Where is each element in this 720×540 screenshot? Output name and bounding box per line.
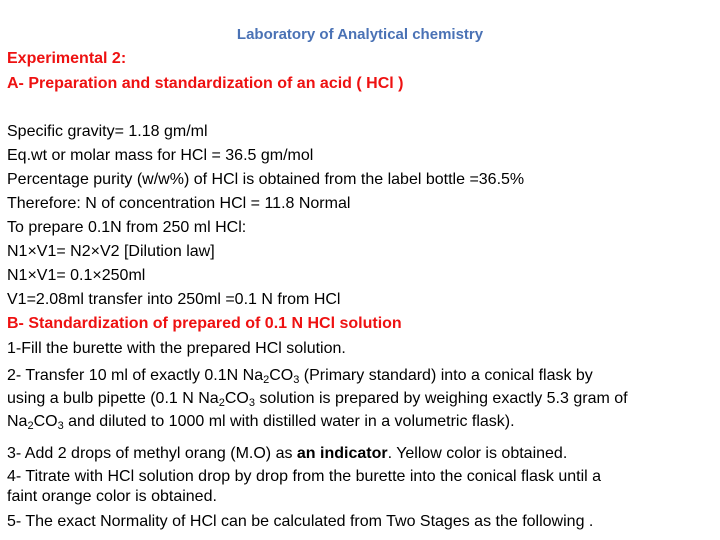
step-3-bold-text: an indicator (296, 445, 388, 462)
step-5: 5- The exact Normality of HCl can be calculated from Two Stages as the following . (7, 513, 594, 530)
step-2-text: Na (7, 413, 28, 430)
step-2-text: and diluted to 1000 ml with distilled water in a volumetric flask). (63, 413, 515, 430)
section-b-heading: B- Standardization of prepared of 0.1 N HCl solution (7, 315, 402, 332)
info-purity: Percentage purity (w/w%) of HCl is obtained from the label bottle =36.5% (7, 171, 525, 188)
step-2-text: (Primary standard) into a conical flask by (299, 367, 593, 384)
page-title: Laboratory of Analytical chemistry (236, 26, 484, 43)
info-volume: V1=2.08ml transfer into 250ml =0.1 N from HCl (7, 291, 341, 308)
subscript: 2 (218, 397, 225, 409)
info-normality: Therefore: N of concentration HCl = 11.8 Normal (7, 195, 351, 212)
step-4-line-2: faint orange color is obtained. (7, 488, 217, 505)
step-3-text: 3- Add 2 drops of methyl orang (M.O) as (7, 445, 297, 462)
info-molar-mass: Eq.wt or molar mass for HCl = 36.5 gm/mol (7, 147, 314, 164)
section-a-heading: A- Preparation and standardization of an acid ( HCl ) (7, 75, 404, 92)
step-4-line-1: 4- Titrate with HCl solution drop by drop from the burette into the conical flask until a (7, 468, 602, 485)
step-2-line-3 (7, 412, 515, 432)
step-2-text: CO (269, 367, 294, 384)
step-2-text: solution is prepared by weighing exactly 5.3 gram of (254, 390, 628, 407)
info-equation: N1×V1= 0.1×250ml (7, 267, 146, 284)
step-2-text: 2- Transfer 10 ml of exactly 0.1N Na (7, 367, 264, 384)
subscript: 2 (27, 420, 34, 432)
step-2-line-1 (7, 366, 593, 386)
subscript: 3 (57, 420, 64, 432)
experiment-label: Experimental 2: (7, 50, 127, 67)
step-3-text: . Yellow color is obtained. (387, 445, 568, 462)
subscript: 3 (293, 374, 300, 386)
step-3 (7, 444, 567, 464)
info-dilution-law: N1×V1= N2×V2 [Dilution law] (7, 243, 215, 260)
info-specific-gravity: Specific gravity= 1.18 gm/ml (7, 123, 208, 140)
subscript: 3 (248, 397, 255, 409)
step-2-text: using a bulb pipette (0.1 N Na (7, 390, 219, 407)
step-2-line-2 (7, 389, 628, 409)
step-2-text: CO (33, 413, 58, 430)
info-prepare: To prepare 0.1N from 250 ml HCl: (7, 219, 247, 236)
step-1: 1-Fill the burette with the prepared HCl solution. (7, 340, 346, 357)
subscript: 2 (263, 374, 270, 386)
step-2-text: CO (224, 390, 249, 407)
